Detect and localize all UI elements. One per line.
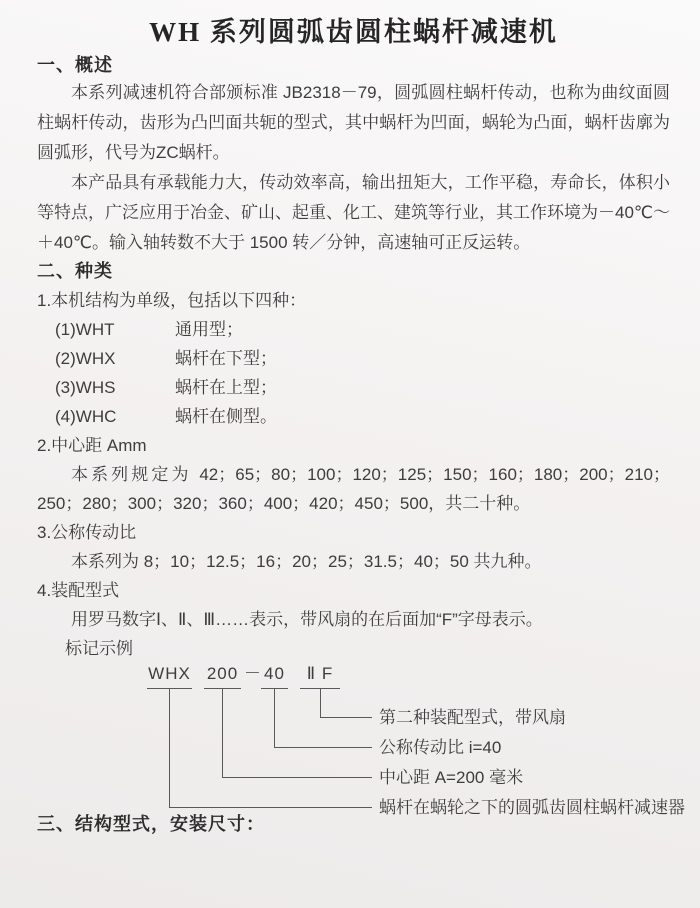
callout-line-series bbox=[169, 689, 372, 808]
type-desc: 蜗杆在上型； bbox=[175, 378, 277, 397]
structure-list-label: 1.本机结构为单级，包括以下四种： bbox=[37, 291, 307, 310]
type-desc: 蜗杆在下型； bbox=[175, 349, 277, 368]
type-desc: 通用型； bbox=[175, 320, 243, 339]
type-row-whx bbox=[55, 344, 670, 373]
type-code: (1)WHT bbox=[55, 320, 115, 339]
ratio-label: 3.公称传动比 bbox=[37, 523, 137, 542]
model-code-assembly: Ⅱ F bbox=[300, 663, 340, 689]
model-code-ratio: 40 bbox=[261, 663, 288, 689]
type-code: (4)WHC bbox=[55, 407, 117, 426]
model-code-series: WHX bbox=[147, 663, 192, 689]
section-2-heading: 二、种类 bbox=[37, 261, 113, 281]
type-row-whc bbox=[55, 402, 670, 431]
type-desc: 蜗杆在侧型。 bbox=[175, 407, 277, 426]
marking-example-diagram bbox=[37, 663, 685, 817]
section-3-heading: 三、结构型式，安装尺寸： bbox=[37, 814, 265, 834]
section-1-paragraph-2: 本产品具有承载能力大，传动效率高，输出扭矩大，工作平稳，寿命长，体积小等特点，广泛应用于冶金、矿山、起重、化工、建筑等行业，其工作环境为－40℃～＋40℃。输入轴转数不大于 1500 转／分钟，高速轴可正反运转。 bbox=[37, 173, 670, 252]
assembly-text: 用罗马数字Ⅰ、Ⅱ、Ⅲ……表示，带风扇的在后面加“F”字母表示。 bbox=[71, 610, 543, 629]
center-distance-label: 2.中心距 Amm bbox=[37, 436, 147, 455]
ratio-text: 本系列为 8；10；12.5；16；20；25；31.5；40；50 共九种。 bbox=[71, 552, 542, 571]
center-distance-text: 本系列规定为 42；65；80；100；120；125；150；160；180；200；210；250；280；300；320；360；400；420；450；500，共二十种。 bbox=[37, 465, 670, 513]
callout-assembly: 第二种装配型式，带风扇 bbox=[379, 708, 566, 727]
assembly-label: 4.装配型式 bbox=[37, 581, 120, 600]
type-code: (2)WHX bbox=[55, 349, 116, 368]
marking-example-label: 标记示例 bbox=[65, 639, 133, 658]
type-code: (3)WHS bbox=[55, 378, 116, 397]
model-code-dash: － bbox=[244, 664, 262, 683]
callout-ratio: 公称传动比 i=40 bbox=[379, 738, 502, 757]
type-row-whs bbox=[55, 373, 670, 402]
model-code-center-distance: 200 bbox=[204, 663, 241, 689]
type-row-wht bbox=[55, 315, 670, 344]
section-1-heading: 一、概述 bbox=[37, 55, 113, 75]
page-title: WH 系列圆弧齿圆柱蜗杆减速机 bbox=[149, 17, 558, 47]
section-1-paragraph-1: 本系列减速机符合部颁标准 JB2318－79，圆弧圆柱蜗杆传动，也称为曲纹面圆柱蜗杆传动，齿形为凸凹面共轭的型式，其中蜗杆为凹面，蜗轮为凸面，蜗杆齿廓为圆弧形，代号为ZC蜗杆。 bbox=[37, 83, 670, 162]
callout-center-distance: 中心距 A=200 毫米 bbox=[379, 768, 524, 787]
callout-series: 蜗杆在蜗轮之下的圆弧齿圆柱蜗杆减速器 bbox=[379, 798, 685, 817]
